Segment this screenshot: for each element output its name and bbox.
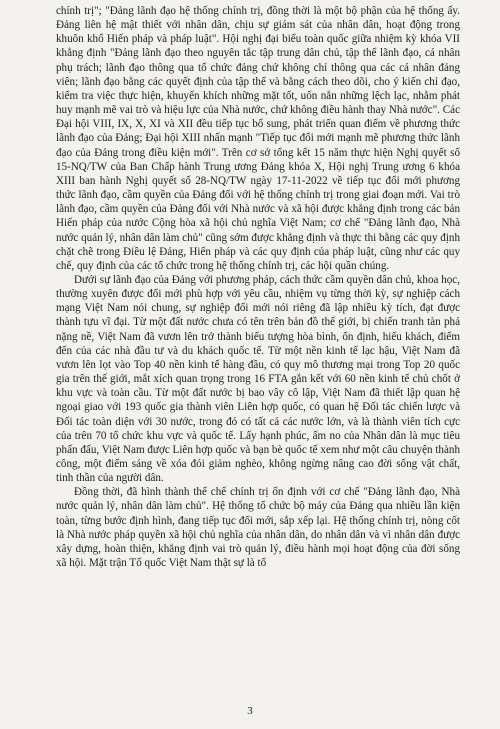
paragraph-1: chính trị"; "Đảng lãnh đạo hệ thống chính trị, đồng thời là một bộ phận của hệ thống ấy. Đảng liên hệ mật thiết với nhân dân, chịu sự giám sát của nhân dân, hoạt động trong khuôn khổ Hiến pháp và pháp luật". Hội nghị đại biểu toàn quốc giữa nhiệm kỳ khóa VII khẳng định "Đảng lãnh đạo theo nguyên tắc tập trung dân chủ, tập thể lãnh đạo, cá nhân phụ trách; lãnh đạo thông qua tổ chức đảng chứ không chỉ thông qua các cá nhân đảng viên; lãnh đạo bằng các quyết định của tập thể và bằng cách theo dõi, cho ý kiến chỉ đạo, kiểm tra việc thực hiện, khuyến khích những mặt tốt, uốn nắn những lệch lạc, nhằm phát huy mạnh mẽ vai trò và hiệu lực của Nhà nước, chứ không điều hành thay Nhà nước". Các Đại hội VIII, IX, X, XI và XII đều tiếp tục bổ sung, phát triển quan điểm về phương thức lãnh đạo của Đảng; Đại hội XIII nhấn mạnh "Tiếp tục đổi mới mạnh mẽ phương thức lãnh đạo của Đảng trong điều kiện mới". Trên cơ sở tổng kết 15 năm thực hiện Nghị quyết số 15-NQ/TW của Ban Chấp hành Trung ương Đảng khóa X, Hội nghị Trung ương 6 khóa XIII ban hành Nghị quyết số 28-NQ/TW ngày 17-11-2022 về tiếp tục đổi mới phương thức lãnh đạo, cầm quyền của Đảng đối với hệ thống chính trị trong giai đoạn mới. Vai trò lãnh đạo, cầm quyền của Đảng đối với Nhà nước và xã hội được khẳng định trong các bản Hiến pháp của nước Cộng hòa xã hội chủ nghĩa Việt Nam; cơ chế "Đảng lãnh đạo, Nhà nước quản lý, nhân dân làm chủ" cũng sớm được khẳng định và thực thi bằng các quy định chặt chẽ trong Điều lệ Đảng, Hiến pháp và các quy định của pháp luật, cũng như các quy chế, quy định của các tổ chức trong hệ thống chính trị, các hội quần chúng.	[56, 5, 461, 272]
paragraph-3: Đồng thời, đã hình thành thể chế chính trị ổn định với cơ chế "Đảng lãnh đạo, Nhà nước quản lý, nhân dân làm chủ". Hệ thống tổ chức bộ máy của Đảng qua nhiều lần kiện toàn, từng bước định hình, đang tiếp tục đổi mới, sắp xếp lại. Hệ thống chính trị, nòng cốt là Nhà nước pháp quyền xã hội chủ nghĩa của nhân dân, do nhân dân và vì nhân dân được xây dựng, hoàn thiện, khẳng định vai trò quản lý, điều hành mọi hoạt động của đời sống xã hội. Mặt trận Tổ quốc Việt Nam thật sự là tổ	[56, 486, 460, 570]
page-number: 3	[247, 705, 253, 717]
body-text	[56, 4, 460, 570]
paragraph-2: Dưới sự lãnh đạo của Đảng với phương pháp, cách thức cầm quyền dân chủ, khoa học, thường xuyên được đổi mới phù hợp với yêu cầu, nhiệm vụ từng thời kỳ, sự nghiệp cách mạng Việt Nam nói chung, sự nghiệp đổi mới nói riêng đã lập nhiều kỳ tích, đạt được thành tựu vĩ đại. Từ một đất nước chưa có tên trên bản đồ thế giới, bị chiến tranh tàn phá nặng nề, Việt Nam đã vươn lên trở thành biểu tượng hòa bình, ổn định, hiếu khách, điểm đến của các nhà đầu tư và du khách quốc tế. Từ một nền kinh tế lạc hậu, Việt Nam đã vươn lên lọt vào Top 40 nền kinh tế hàng đầu, có quy mô thương mại trong Top 20 quốc gia trên thế giới, mắt xích quan trọng trong 16 FTA gắn kết với 60 nền kinh tế chủ chốt ở khu vực và toàn cầu. Từ một đất nước bị bao vây cô lập, Việt Nam đã thiết lập quan hệ ngoại giao với 193 quốc gia thành viên Liên hợp quốc, có quan hệ Đối tác chiến lược và Đối tác toàn diện với 30 nước, trong đó có tất cả các nước lớn, và là thành viên tích cực của trên 70 tổ chức khu vực và quốc tế. Lấy hạnh phúc, ấm no của Nhân dân là mục tiêu phấn đấu, Việt Nam được Liên hợp quốc và bạn bè quốc tế xem như một câu chuyện thành công, một điểm sáng về xóa đói giảm nghèo, không ngừng nâng cao đời sống vật chất, tinh thần của người dân.	[56, 273, 460, 485]
